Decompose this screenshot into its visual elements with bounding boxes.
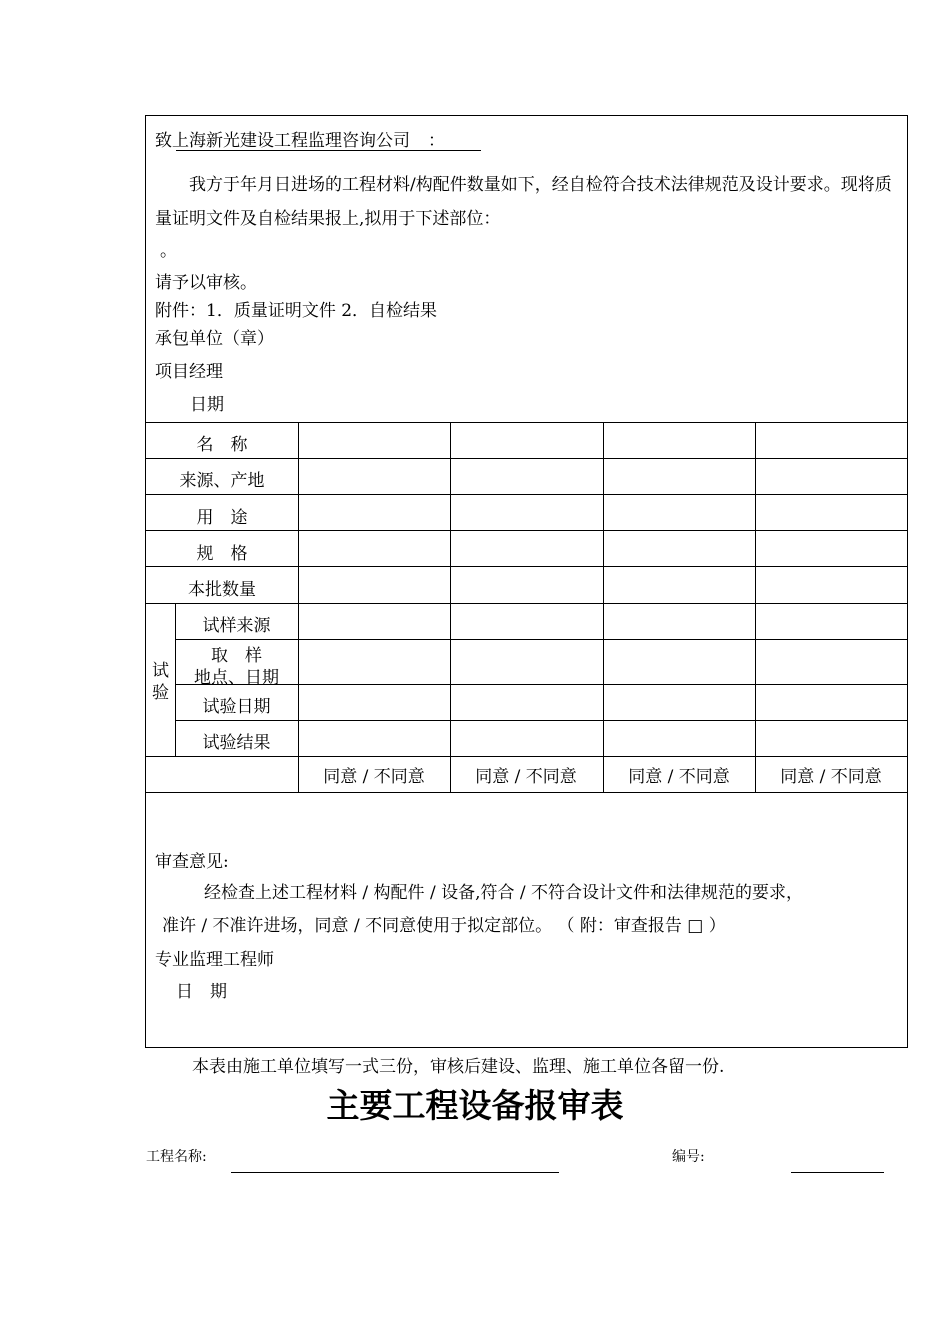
review-line-1: 经检查上述工程材料 / 构配件 / 设备,符合 / 不符合设计文件和法律规范的要求， xyxy=(204,883,804,903)
row-origin: 来源、产地 xyxy=(179,471,265,491)
next-form-title: 主要工程设备报审表 xyxy=(326,1086,624,1125)
row-sampling-place-date: 地点、日期 xyxy=(194,668,279,688)
request-text: 请予以审核。 xyxy=(155,273,257,293)
number-label: 编号: xyxy=(672,1149,705,1165)
number-field[interactable] xyxy=(791,1172,884,1173)
agree-option-2[interactable]: 同意 / 不同意 xyxy=(475,767,577,787)
footer-note: 本表由施工单位填写一式三份，审核后建设、监理、施工单位各留一份. xyxy=(192,1057,725,1077)
material-report-form xyxy=(145,115,908,1048)
row-test-date: 试验日期 xyxy=(202,697,271,717)
location-dot: 。 xyxy=(160,241,177,261)
attachments-text: 附件：1．质量证明文件 2．自检结果 xyxy=(155,301,438,321)
addressee-prefix: 致 xyxy=(155,131,172,151)
agree-option-1[interactable]: 同意 / 不同意 xyxy=(323,767,425,787)
row-test-result: 试验结果 xyxy=(202,733,271,753)
engineer-label: 专业监理工程师 xyxy=(155,950,274,970)
agree-option-3[interactable]: 同意 / 不同意 xyxy=(628,767,730,787)
project-name-field[interactable] xyxy=(231,1172,559,1173)
addressee-company: 上海新光建设工程监理咨询公司 xyxy=(172,131,410,151)
project-name-label: 工程名称: xyxy=(146,1149,207,1165)
row-sampling: 取 样 xyxy=(211,646,262,666)
addressee-suffix: ： xyxy=(428,131,445,151)
review-heading: 审查意见: xyxy=(155,852,229,872)
test-group-label: 试验 xyxy=(152,661,169,703)
addressee-underline xyxy=(176,150,481,151)
row-usage: 用 途 xyxy=(196,508,248,528)
row-sample-source: 试样来源 xyxy=(202,616,271,636)
review-line-2: 准许 / 不准许进场，同意 / 不同意使用于拟定部位。 （ 附：审查报告 □ ） xyxy=(162,916,726,936)
row-quantity: 本批数量 xyxy=(188,580,256,600)
date-label: 日期 xyxy=(190,395,224,415)
review-date-label: 日 期 xyxy=(176,982,227,1002)
agree-option-4[interactable]: 同意 / 不同意 xyxy=(780,767,882,787)
row-spec: 规 格 xyxy=(196,544,248,564)
contractor-label: 承包单位（章） xyxy=(155,329,274,349)
declaration-paragraph: 我方于年月日进场的工程材料/构配件数量如下，经自检符合技术法律规范及设计要求。现将质量证明文件及自检结果报上,拟用于下述部位： xyxy=(155,175,892,229)
manager-label: 项目经理 xyxy=(155,362,223,382)
addressee-line xyxy=(155,126,445,151)
row-name: 名 称 xyxy=(196,435,248,455)
